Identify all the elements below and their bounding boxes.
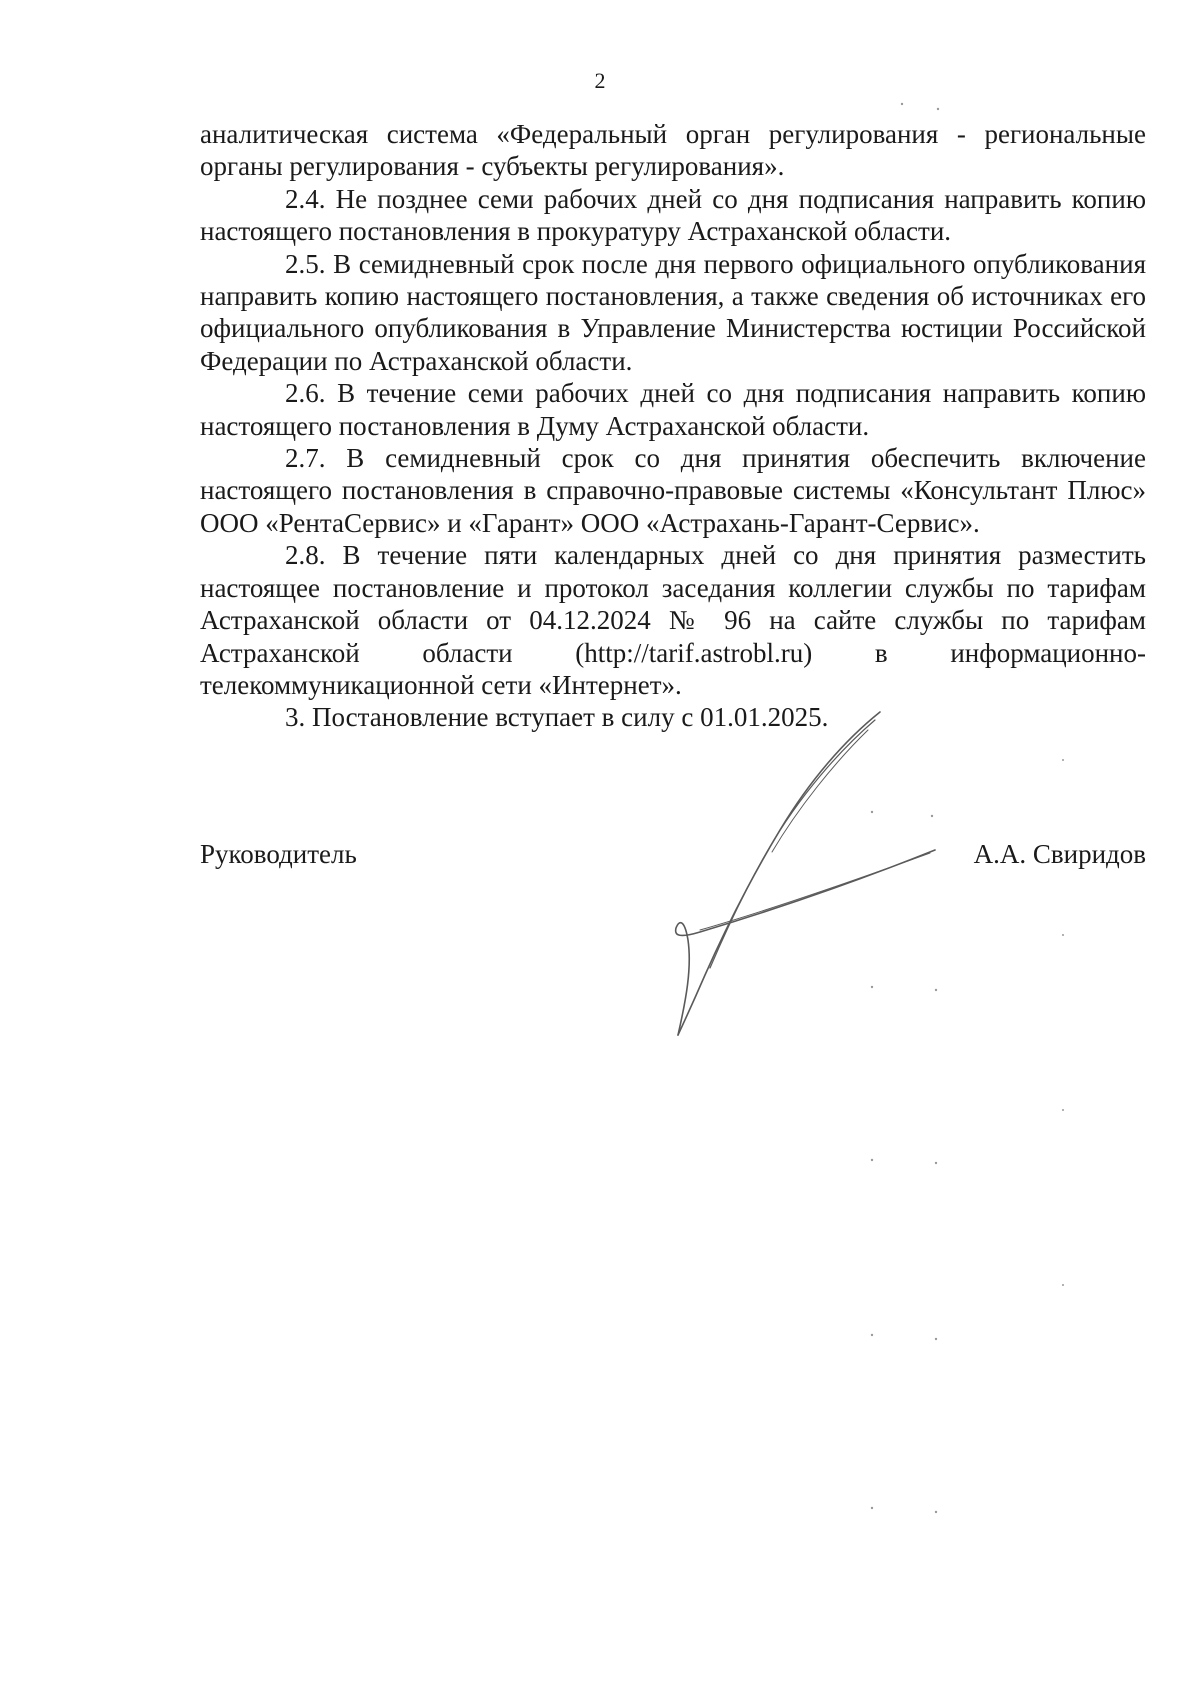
handwritten-signature [640,700,940,1040]
signatory-name: А.А. Свиридов [973,839,1146,869]
paragraph-2-4: 2.4. Не позднее семи рабочих дней со дня подписания направить копию настоящего постановления в прокуратуру Астраханской области. [200,183,1146,247]
paragraph-2-8: 2.8. В течение пяти календарных дней со дня принятия разместить настоящее постановление и протокол заседания коллегии службы по тарифам Астраханской области от 04.12.2024 № 96 на сайте службы по тарифам Астраханской области (http://tarif.astrobl.ru) в информационно-телекоммуникационной сети «Интернет». [200,540,1146,700]
paragraph-2-6: 2.6. В течение семи рабочих дней со дня подписания направить копию настоящего постановления в Думу Астраханской области. [200,378,1146,441]
document-body [200,118,1146,734]
paragraph-continuation: аналитическая система «Федеральный орган регулирования - региональные органы регулирования - субъекты регулирования». [200,119,1146,182]
paragraph-3: 3. Постановление вступает в силу с 01.01.2025. [285,702,829,733]
page-number: 2 [594,68,606,93]
signatory-title: Руководитель [200,839,357,869]
paragraph-2-7: 2.7. В семидневный срок со дня принятия обеспечить включение настоящего постановления в справочно-правовые системы «Консультант Плюс» ООО «РентаСервис» и «Гарант» ООО «Астрахань-Гарант-Сервис». [200,443,1146,538]
paragraph-2-5: 2.5. В семидневный срок после дня первого официального опубликования направить копию настоящего постановления, а также сведения об источниках его официального опубликования в Управление Министерства юстиции Российской Федерации по Астраханской области. [200,248,1146,376]
